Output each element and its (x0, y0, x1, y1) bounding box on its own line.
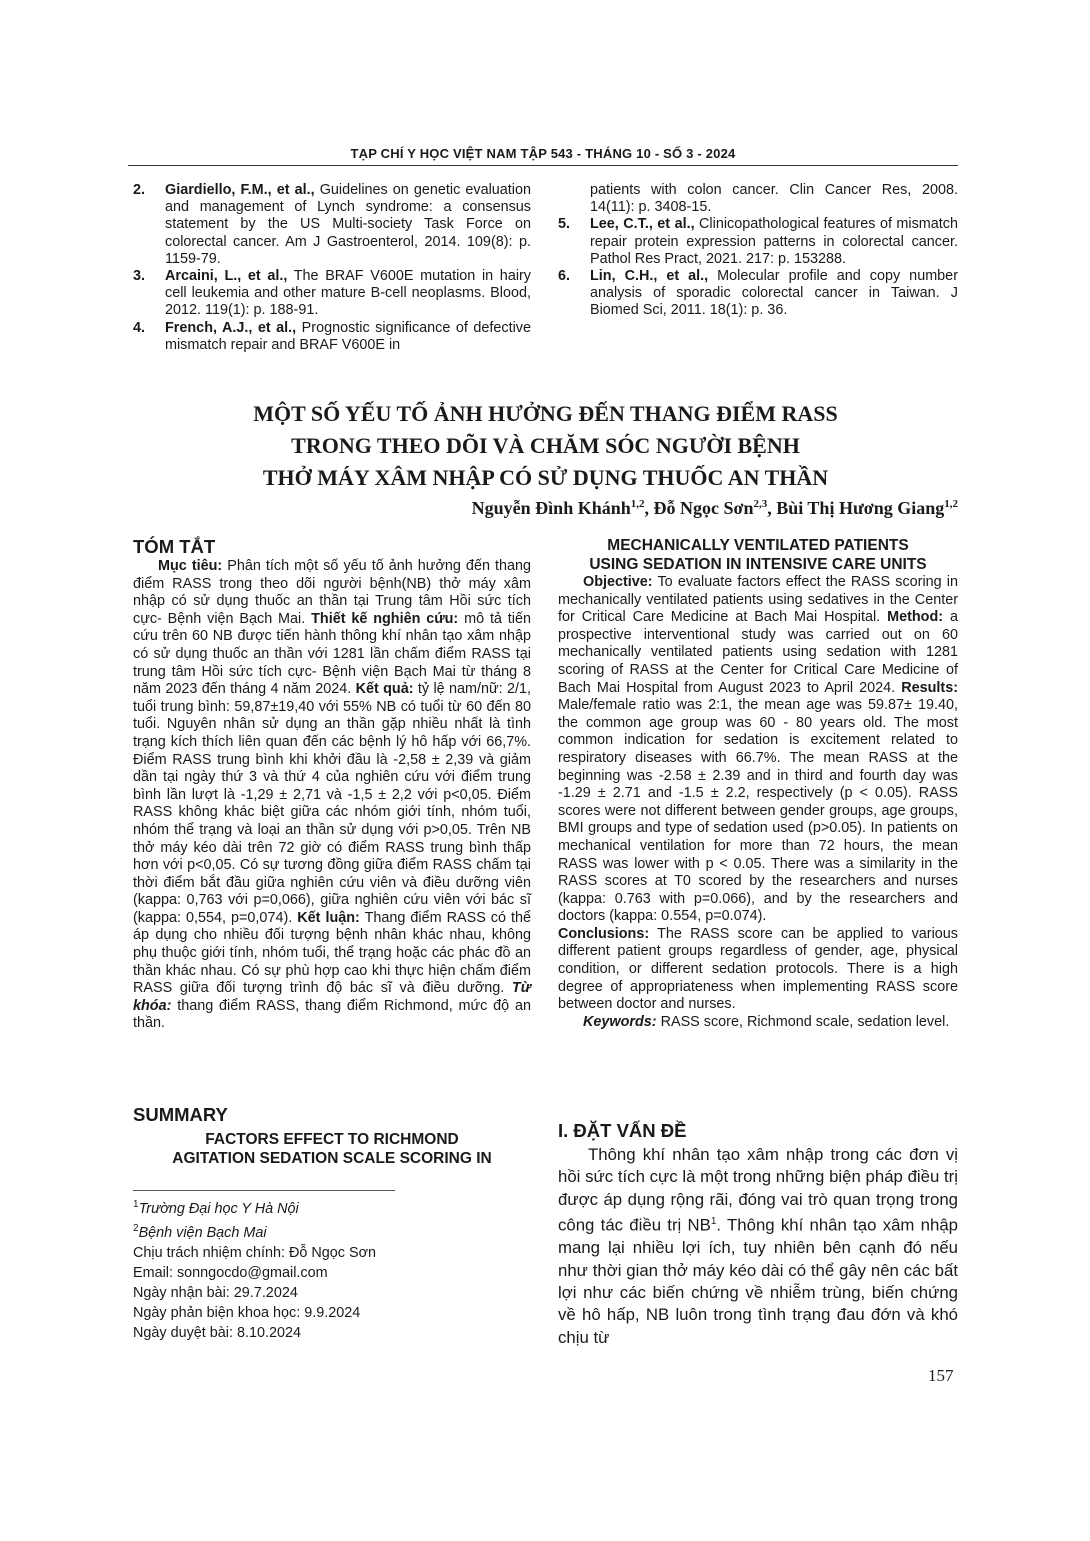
introduction (558, 1120, 958, 1349)
abstract-heading: TÓM TẮT (133, 536, 216, 557)
affiliation-note: Bệnh viện Bạch Mai (138, 1224, 267, 1241)
summary-heading: SUMMARY (133, 1104, 228, 1125)
reference-author: Lin, C.H., et al., (590, 268, 709, 285)
author-affiliation: 1,2 (630, 498, 645, 510)
reference-number: 2. (133, 182, 146, 198)
author-name: Bùi Thị Hương Giang (776, 498, 945, 518)
accepted-date: Ngày duyệt bài: 8.10.2024 (133, 1324, 302, 1341)
english-summary (558, 536, 958, 1031)
author-affiliation: 2,3 (753, 498, 768, 510)
journal-header: TẠP CHÍ Y HỌC VIỆT NAM TẬP 543 - THÁNG 10 - SỐ 3 - 2024 (350, 146, 736, 161)
intro-paragraph: Thông khí nhân tạo xâm nhập trong các đơn vị hồi sức tích cực là một trong những biện pháp điều trị được áp dụng rộng rãi, đóng vai trò quan trọng trong công tác điều trị $NB^1$. Thông khí nhân tạo xâm nhập mang lại nhiều lợi ích, tuy nhiên bên cạnh đó nếu như thời gian thở máy kéo dài có thể gây nên các bất lợi như các biến chứng về nhiễm trùng, biến chứng về hô hấp, NB luôn trong tình trạng đau đớn và khó chịu từ (558, 1145, 958, 1347)
reference-item (133, 320, 531, 354)
reference-text: The BRAF V600E mutation in hairy cell leukemia and other mature B-cell neoplasms. Blood, 2012. 119(1): p. 188-91. (165, 268, 532, 319)
author-affiliation: 1,2 (944, 498, 958, 510)
received-date: Ngày nhận bài: 29.7.2024 (133, 1284, 298, 1301)
title-line: THỞ MÁY XÂM NHẬP CÓ SỬ DỤNG THUỐC AN THẦN (262, 465, 829, 490)
abstract-body: Mục tiêu: Phân tích một số yếu tố ảnh hưởng đến thang điểm RASS trong theo dõi người bệnh(NB) thở máy xâm nhập có sử dụng thuốc an thần tại Trung tâm Hồi sức tích cực- Bệnh viện Bạch Mai. Thiết kế nghiên cứu: mô tả tiến cứu trên 60 NB được tiến hành thông khí nhân tạo xâm nhập có sử dụng thuốc an thần với 1281 lần chấm điểm RASS tại trung tâm Hồi sức tích cực- Bệnh viện Bạch Mai từ tháng 8 năm 2023 đến tháng 4 năm 2024. Kết quả: tỷ lệ nam/nữ: 2/1, tuổi trung bình: 59,87±19,40 với 55% NB có tuổi từ 60 đến 80 tuổi. Nguyên nhân sử dụng an thần gặp nhiều nhất là tình trạng kích thích liên quan đến các bệnh lý hô hấp với 66,7%. Điểm RASS trung bình khi khởi đầu là -2,58 ± 2,39 và giảm dần tại ngày thứ 3 và thứ 4 của nghiên cứu với điểm trung bình lần lượt là -1,29 ± 2,71 và -1,5 ± 2,2 với p<0,05. Điểm RASS không khác biệt giữa các nhóm giới tính, nhóm tuổi, nhóm thể trạng và loại an thần sử dụng với p>0,05. Trên NB thở máy kéo dài trên 72 giờ có điểm RASS trung bình thấp hơn với p<0,05. Có sự tương đồng giữa điểm RASS chấm tại thời điểm bắt đầu giữa nghiên cứu viên và điều dưỡng viên (kappa: 0,763 với p=0,066), giữa nghiên cứu viên với bác sĩ (kappa: 0,554, p=0,074). Kết luận: Thang điểm RASS có thể áp dụng cho nhiều đối tượng bệnh nhân khác nhau, không phụ thuộc giới tính, nhóm tuổi, thể trạng hoặc các phác đồ an thần khác nhau. Có sự phù hợp cao khi thực hiện chấm điểm RASS giữa đối tượng trình độ bác sĩ và điều dưỡng. Từ khóa: thang điểm RASS, thang điểm Richmond, mức độ an thần. (133, 558, 532, 1032)
summary-body: Objective: To evaluate factors effect the RASS scoring in mechanically ventilated patients using sedatives in the Center for Critical Care Medicine at Bach Mai Hospital. Method: a prospective interventional study was carried out on 60 mechanically ventilated patients using sedation with 1281 scoring of RASS at the Center for Critical Care Medicine of Bach Mai Hospital from August 2023 to April 2024. Results: Male/female ratio was 2:1, the mean age was 59.87± 19.40, the common age group was 60 - 80 years old. The most common indication for sedation is excitement related to respiratory diseases with 66.7%. The mean RASS at the beginning was -2.58 ± 2.39 and in third and fourth day was -1.29 ± 2.71 and -1.5 ± 2.2, respectively (p < 0.05). RASS scores were not different between gender groups, age groups, BMI groups and type of sedation used (p>0.05). In patients on mechanical ventilation for more than 72 hours, the mean RASS was lower with p < 0.05. There was a similarity in the RASS scores at T0 scored by the researchers and nurses (kappa: 0.763 with p=0.066), and by the researchers and doctors (kappa: 0.554, p=0.074). (558, 574, 959, 925)
references-left (133, 182, 531, 354)
author-name: Đỗ Ngọc Sơn (653, 498, 754, 518)
title-line: TRONG THEO DÕI VÀ CHĂM SÓC NGƯỜI BỆNH (291, 433, 800, 458)
reference-number: 4. (133, 319, 146, 336)
summary-conclusions: Conclusions: The RASS score can be applied to various different patient groups regardless of gender, age, physical condition, or different sedation protocols. There is a high degree of appropriateness when implementing RASS score between doctor and nurses. (558, 925, 958, 1013)
reference-item (558, 268, 958, 320)
reference-item (133, 182, 531, 268)
title-line: MỘT SỐ YẾU TỐ ẢNH HƯỞNG ĐẾN THANG ĐIỂM RASS (253, 401, 838, 426)
reference-number: 5. (558, 216, 571, 233)
references-right (558, 182, 958, 320)
affiliation-note: Trường Đại học Y Hà Nội (138, 1200, 299, 1217)
reference-item (558, 216, 958, 268)
intro-heading: I. ĐẶT VẤN ĐỀ (558, 1120, 687, 1141)
author-list: Nguyễn Đình Khánh$^{1,2}$, Đỗ Ngọc Sơn$^{2,3}$, Bùi Thị Hương Giang$^{1,2}$ (471, 498, 958, 518)
reference-text: Prognostic significance of defective mismatch repair and BRAF V600E in (165, 319, 532, 353)
reference-author: French, A.J., et al., (165, 319, 297, 336)
reference-text: Clinicopathological features of mismatch repair protein expression patterns in colorectal cancer. Pathol Res Pract, 2021. 217: p. 153288. (590, 216, 958, 267)
reference-text: Molecular profile and copy number analysis of sporadic colorectal cancer in Taiwan. J Biomed Sci, 2011. 18(1): p. 36. (590, 268, 958, 319)
reference-continuation: patients with colon cancer. Clin Cancer Res, 2008. 14(11): p. 3408-15. (590, 182, 958, 216)
summary-header-left (133, 1104, 531, 1168)
reference-author: Lee, C.T., et al., (590, 216, 695, 233)
summary-title-line: AGITATION SEDATION SCALE SCORING IN (172, 1150, 492, 1167)
reference-item (133, 268, 531, 320)
reference-text: Guidelines on genetic evaluation and management of Lynch syndrome: a consensus statement by the US Multi-society Task Force on colorectal cancer. Am J Gastroenterol, 2014. 109(8): p. 1159-79. (165, 182, 532, 267)
summary-title-line: USING SEDATION IN INTENSIVE CARE UNITS (589, 556, 927, 573)
corresponding-author: Chịu trách nhiệm chính: Đỗ Ngọc Sơn (133, 1244, 377, 1261)
header-divider (128, 165, 958, 166)
page-number: 157 (928, 1366, 954, 1385)
reference-author: Arcaini, L., et al., (165, 268, 288, 285)
summary-title-line: MECHANICALLY VENTILATED PATIENTS (607, 537, 909, 554)
reference-author: Giardiello, F.M., et al., (165, 182, 315, 198)
summary-title-line: FACTORS EFFECT TO RICHMOND (205, 1131, 459, 1148)
article-title (133, 398, 958, 494)
footnotes: $^1$Trường Đại học Y Hà Nội $^2$Bệnh viện Bạch Mai Chịu trách nhiệm chính: Đỗ Ngọc Sơn Email: sonngocdo@gmail.com Ngày nhận bài: 29.7.2024 Ngày phản biện khoa học: 9.9.2024 Ngày duyệt bài: 8.10.2024 (133, 1190, 395, 1343)
reference-number: 3. (133, 268, 146, 285)
reference-number: 6. (558, 268, 571, 285)
summary-keywords: Keywords: RASS score, Richmond scale, sedation level. (583, 1013, 950, 1030)
review-date: Ngày phản biện khoa học: 9.9.2024 (133, 1304, 361, 1321)
vietnamese-abstract (133, 536, 531, 1033)
author-name: Nguyễn Đình Khánh (471, 498, 631, 518)
email: Email: sonngocdo@gmail.com (133, 1264, 328, 1281)
